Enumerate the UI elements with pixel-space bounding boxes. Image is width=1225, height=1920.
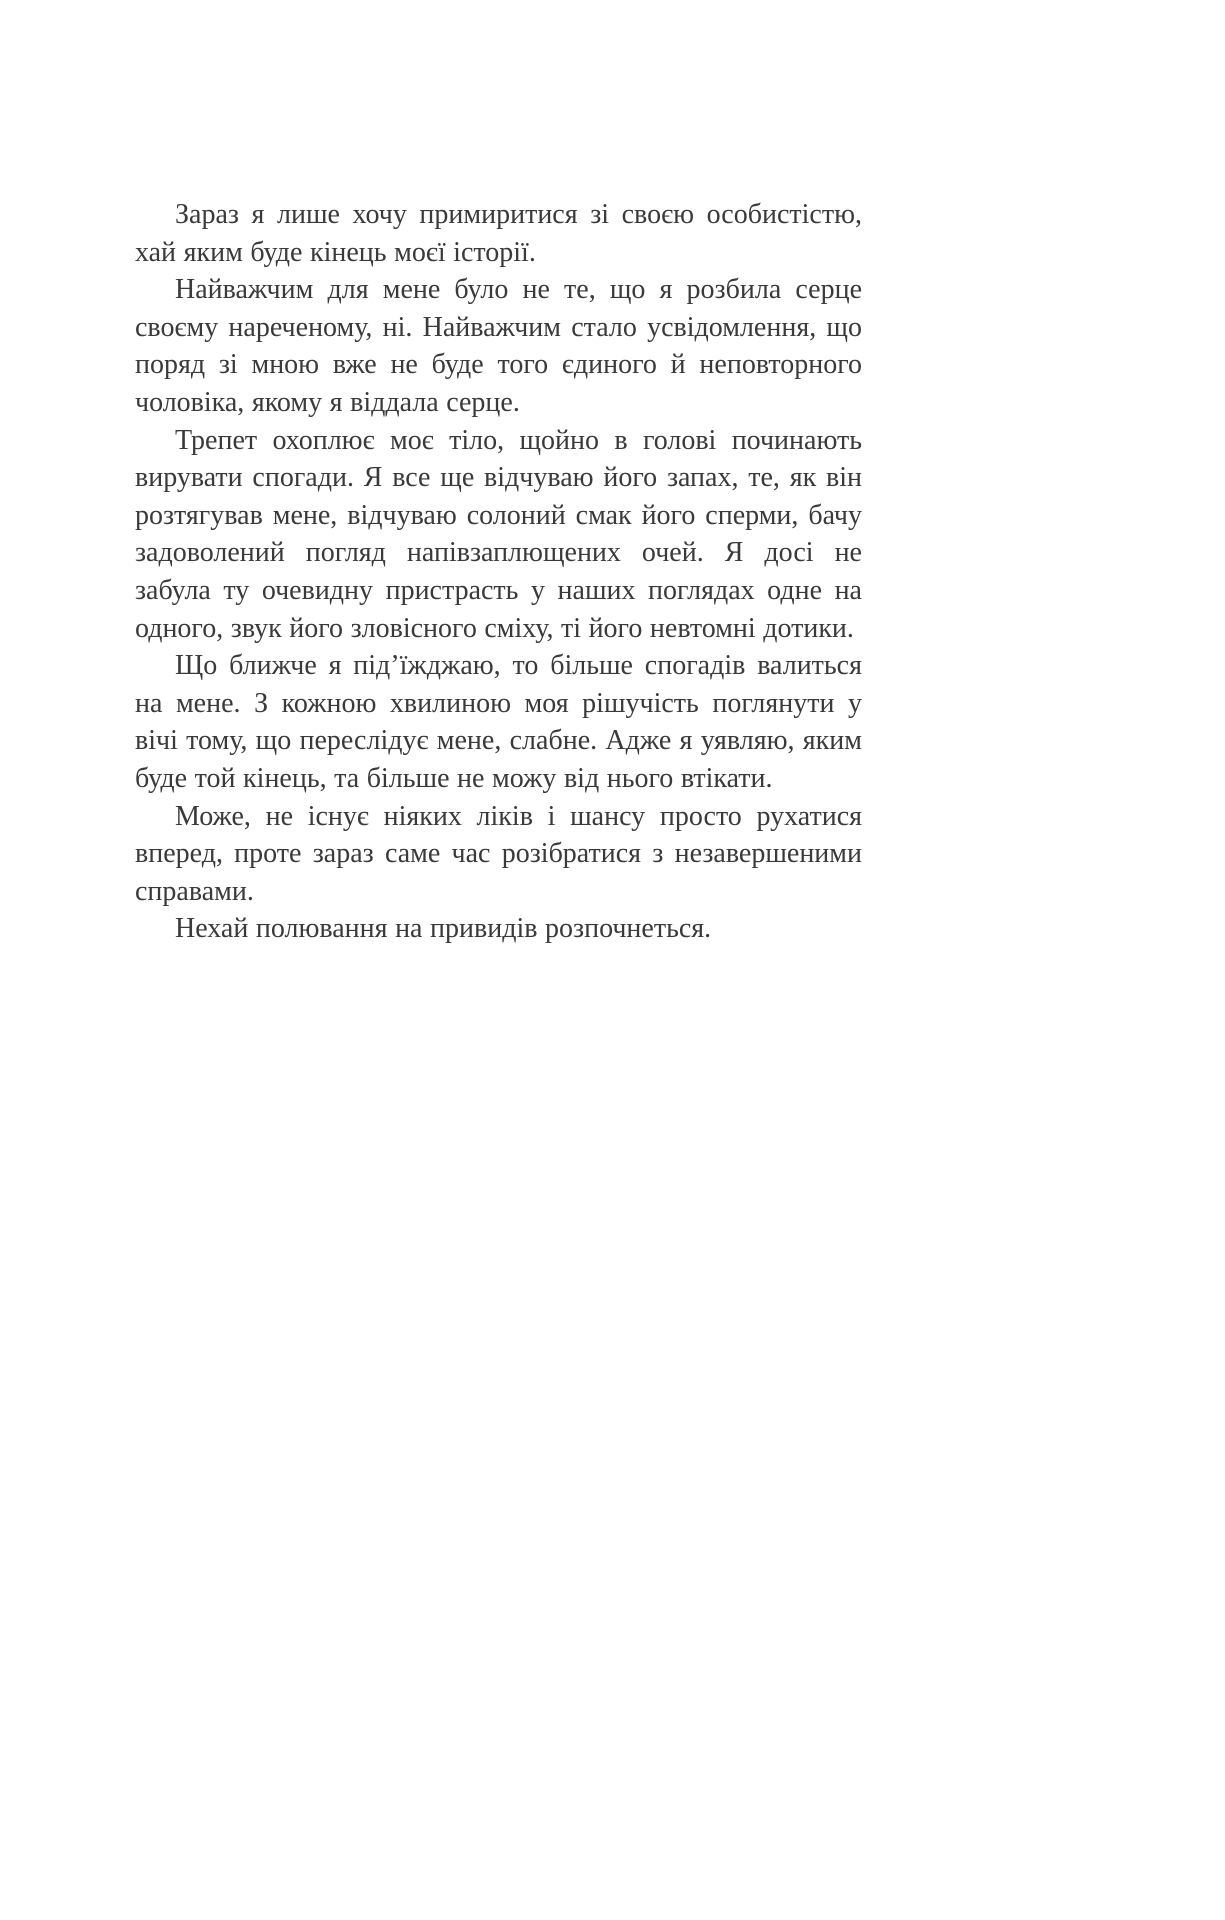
paragraph: Що ближче я під’їжджаю, то більше спогадів валиться на мене. З кожною хвилиною моя рішучість поглянути у вічі тому, що переслідує мене, слабне. Адже я уявляю, яким буде той кінець, та більше не можу від нього втікати. xyxy=(135,650,862,794)
paragraph: Нехай полювання на привидів розпочнеться. xyxy=(175,913,712,945)
paragraph: Зараз я лише хочу примиритися зі своєю особистістю, хай яким буде кінець моєї історії. xyxy=(135,199,862,268)
paragraph: Найважчим для мене було не те, що я розбила серце своєму нареченому, ні. Найважчим стало усвідомлення, що поряд зі мною вже не буде того єдиного й неповторного чоловіка, якому я віддала серце. xyxy=(135,274,862,418)
body-text-block xyxy=(135,196,862,948)
paragraph: Може, не існує ніяких ліків і шансу просто рухатися вперед, проте зараз саме час розібратися з незавершеними справами. xyxy=(135,800,862,907)
paragraph: Трепет охоплює моє тіло, щойно в голові починають вирувати спогади. Я все ще відчуваю його запах, те, як він розтягував мене, відчуваю солоний смак його сперми, бачу задоволений погляд напівзаплющених очей. Я досі не забула ту очевидну пристрасть у наших поглядах одне на одного, звук його зловісного сміху, ті його невтомні дотики. xyxy=(135,424,862,644)
